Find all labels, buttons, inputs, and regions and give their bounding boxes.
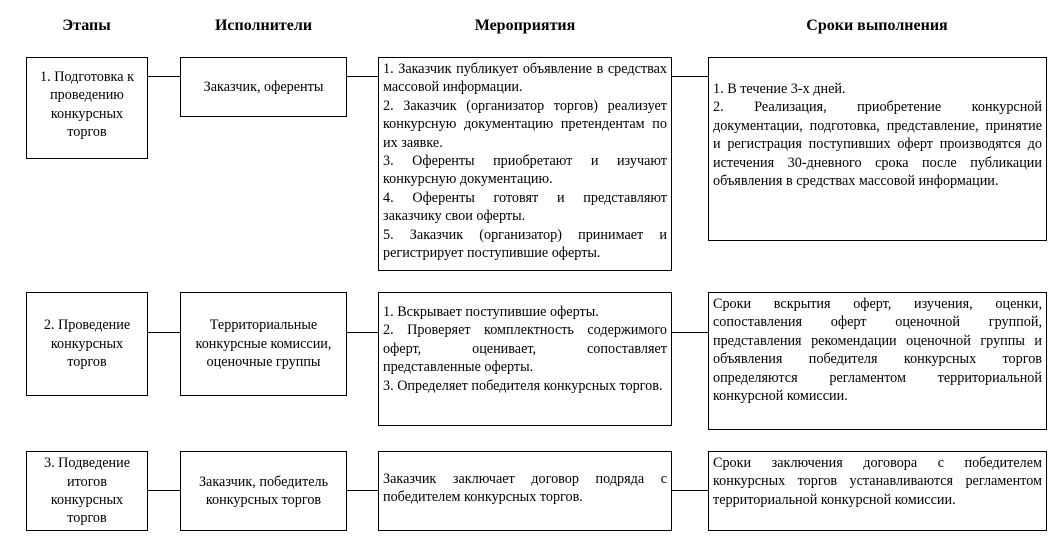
- connector-line: [347, 332, 378, 333]
- deadline-item: 2. Реализация, приобретение конкурсной документации, подготовка, представление, принятие и регистрация поступивших оферт производятся до истечения 30-дневного срока после публикации объявления в средствах массовой информации.: [713, 99, 1042, 190]
- executor-label-3: Заказчик, победитель конкурсных торгов: [198, 473, 329, 508]
- stage-box-2: [26, 292, 148, 396]
- executor-label-1: Заказчик, оференты: [203, 78, 324, 95]
- deadline-item: 1. В течение 3-х дней.: [713, 81, 846, 97]
- header-executors: Исполнители: [214, 17, 313, 34]
- executor-box-2: [180, 292, 347, 396]
- activity-item: 2. Заказчик (организатор торгов) реализует конкурсную документацию претендентам по их заявке.: [383, 97, 667, 151]
- stage-label-1: 1. Подготовка к проведению конкурсных торгов: [40, 69, 134, 141]
- connector-line: [148, 490, 180, 491]
- activity-item: 1. Заказчик публикует объявление в средствах массовой информации.: [383, 61, 667, 96]
- stage-label-2: 2. Проведение конкурсных торгов: [43, 317, 131, 371]
- executor-box-1: [180, 57, 347, 117]
- executor-box-3: [180, 451, 347, 531]
- stage-box-3: [26, 451, 148, 531]
- deadlines-box-3: [708, 451, 1047, 531]
- activity-item: 2. Проверяет комплектность содержимого оферт, оценивает, сопоставляет представленные оферты.: [383, 322, 667, 376]
- activity-item: 3. Оференты приобретают и изучают конкурсную документацию.: [383, 153, 667, 188]
- activity-item: 1. Вскрывает поступившие оферты.: [383, 304, 599, 320]
- activities-box-2: [378, 292, 672, 426]
- header-stages: Этапы: [62, 17, 111, 34]
- stage-label-3: 3. Подведение итогов конкурсных торгов: [43, 455, 131, 527]
- activities-box-1: [378, 57, 672, 271]
- executor-label-2: Территориальные конкурсные комиссии, оценочные группы: [195, 317, 332, 371]
- deadlines-box-2: [708, 292, 1047, 430]
- activity-item: 5. Заказчик (организатор) принимает и регистрирует поступившие оферты.: [383, 226, 667, 262]
- activity-item: 3. Определяет победителя конкурсных торгов.: [383, 377, 663, 394]
- activity-item: Заказчик заключает договор подряда с победителем конкурсных торгов.: [383, 471, 667, 506]
- activities-box-3: [378, 451, 672, 531]
- connector-line: [148, 332, 180, 333]
- deadlines-box-1: [708, 57, 1047, 241]
- connector-line: [148, 76, 180, 77]
- deadline-item: Сроки вскрытия оферт, изучения, оценки, сопоставления оферт оценочной группой, представления рекомендации оценочной группы и объявления победителя конкурсных торгов определяются регламентом территориальной конкурсной комиссии.: [713, 296, 1042, 405]
- connector-line: [347, 490, 378, 491]
- deadline-item: Сроки заключения договора с победителем конкурсных торгов устанавливаются регламентом территориальной конкурсной комиссии.: [713, 455, 1042, 508]
- connector-line: [347, 76, 378, 77]
- header-activities: Мероприятия: [474, 17, 576, 34]
- connector-line: [672, 76, 708, 77]
- activity-item: 4. Оференты готовят и представляют заказчику свои оферты.: [383, 189, 667, 225]
- header-deadlines: Сроки выполнения: [806, 17, 948, 34]
- connector-line: [672, 332, 708, 333]
- connector-line: [672, 490, 708, 491]
- stage-box-1: [26, 57, 148, 159]
